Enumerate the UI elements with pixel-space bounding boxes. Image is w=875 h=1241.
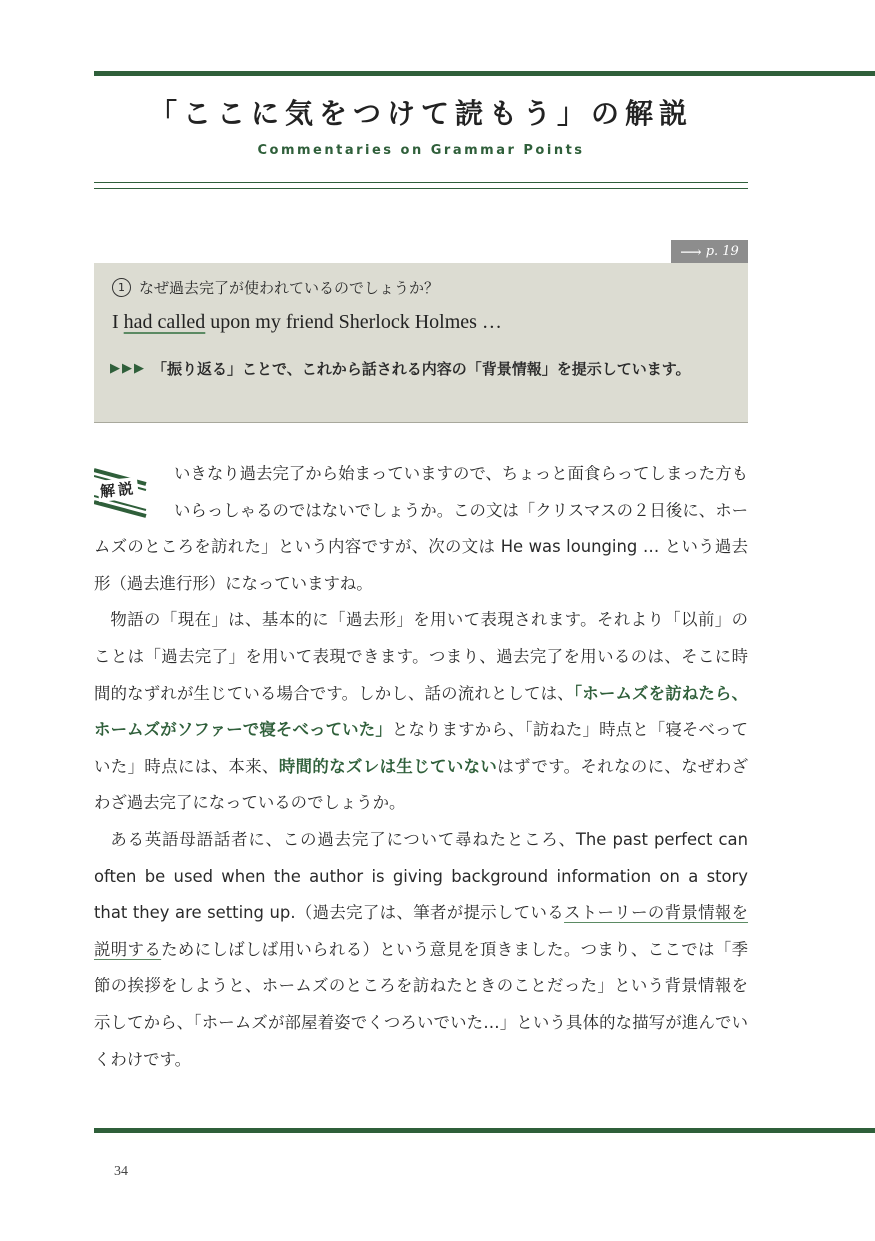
page-reference-label: p. 19 [705, 244, 739, 259]
paragraph-1: いきなり過去完了から始まっていますので、ちょっと面食らってしまった方もいらっしゃるのではないでしょうか。この文は「クリスマスの２日後に、ホームズのところを訪れた」という内容ですが、次の文は He was lounging … という過去形（過去進行形）になっていますね。 [94, 464, 748, 593]
page-subtitle: Commentaries on Grammar Points [257, 143, 585, 158]
answer-text: 「振り返る」ことで、これから話される内容の「背景情報」を提示しています。 [152, 360, 691, 378]
english-sentence [112, 311, 502, 334]
bottom-rule [94, 1128, 875, 1133]
top-rule [94, 71, 875, 76]
sentence-post: upon my friend Sherlock Holmes … [205, 311, 502, 333]
page-title: 「ここに気をつけて読もう」の解説 [148, 97, 693, 130]
sentence-highlight: had called [123, 311, 206, 333]
emphasis-2: 時間的なズレは生じていない [278, 756, 498, 776]
emphasis-1: 「ホームズを訪ねたら、ホームズがソファーで寝そべっていた」 [94, 683, 748, 740]
question-box [94, 263, 748, 423]
underline-phrase: ストーリーの背景情報を説明する [94, 903, 749, 959]
answer [110, 355, 735, 383]
arrow-right-icon: ⟶ [680, 242, 702, 261]
commentary-badge-label: 解説 [97, 477, 139, 502]
header-divider [94, 182, 748, 189]
question-text: なぜ過去完了が使われているのでしょうか？ [139, 279, 440, 297]
question-number: 1 [112, 278, 131, 297]
page-number: 34 [114, 1164, 128, 1179]
page-reference-tab [671, 240, 748, 263]
sentence-pre: I [112, 311, 124, 333]
answer-marker-icon: ▶▶▶ [110, 361, 146, 376]
question-line [112, 277, 439, 298]
paragraph-3: ある英語母語話者に、この過去完了について尋ねたところ、The past perfect can often be used when the author is giving background information on a story that they are setting up.（過去完了は、筆者が提示しているストーリーの背景情報を説明するためにしばしば用いられる）という意見を頂きました。つまり、ここでは「季節の挨拶をしようと、ホームズのところを訪ねたときのことだった」という背景情報を示してから、「ホームズが部屋着姿でくつろいでいた…」という具体的な描写が進んでいくわけです。 [94, 829, 749, 1069]
paragraph-2: 物語の「現在」は、基本的に「過去形」を用いて表現されます。それより「以前」のことは「過去完了」を用いて表現できます。つまり、過去完了を用いるのは、そこに時間的なずれが生じている場合です。しかし、話の流れとしては、「ホームズを訪ねたら、ホームズがソファーで寝そべっていた」となりますから、「訪ねた」時点と「寝そべっていた」時点には、本来、時間的なズレは生じていないはずです。それなのに、なぜわざわざ過去完了になっているのでしょうか。 [94, 610, 749, 813]
commentary-body [94, 456, 748, 1078]
